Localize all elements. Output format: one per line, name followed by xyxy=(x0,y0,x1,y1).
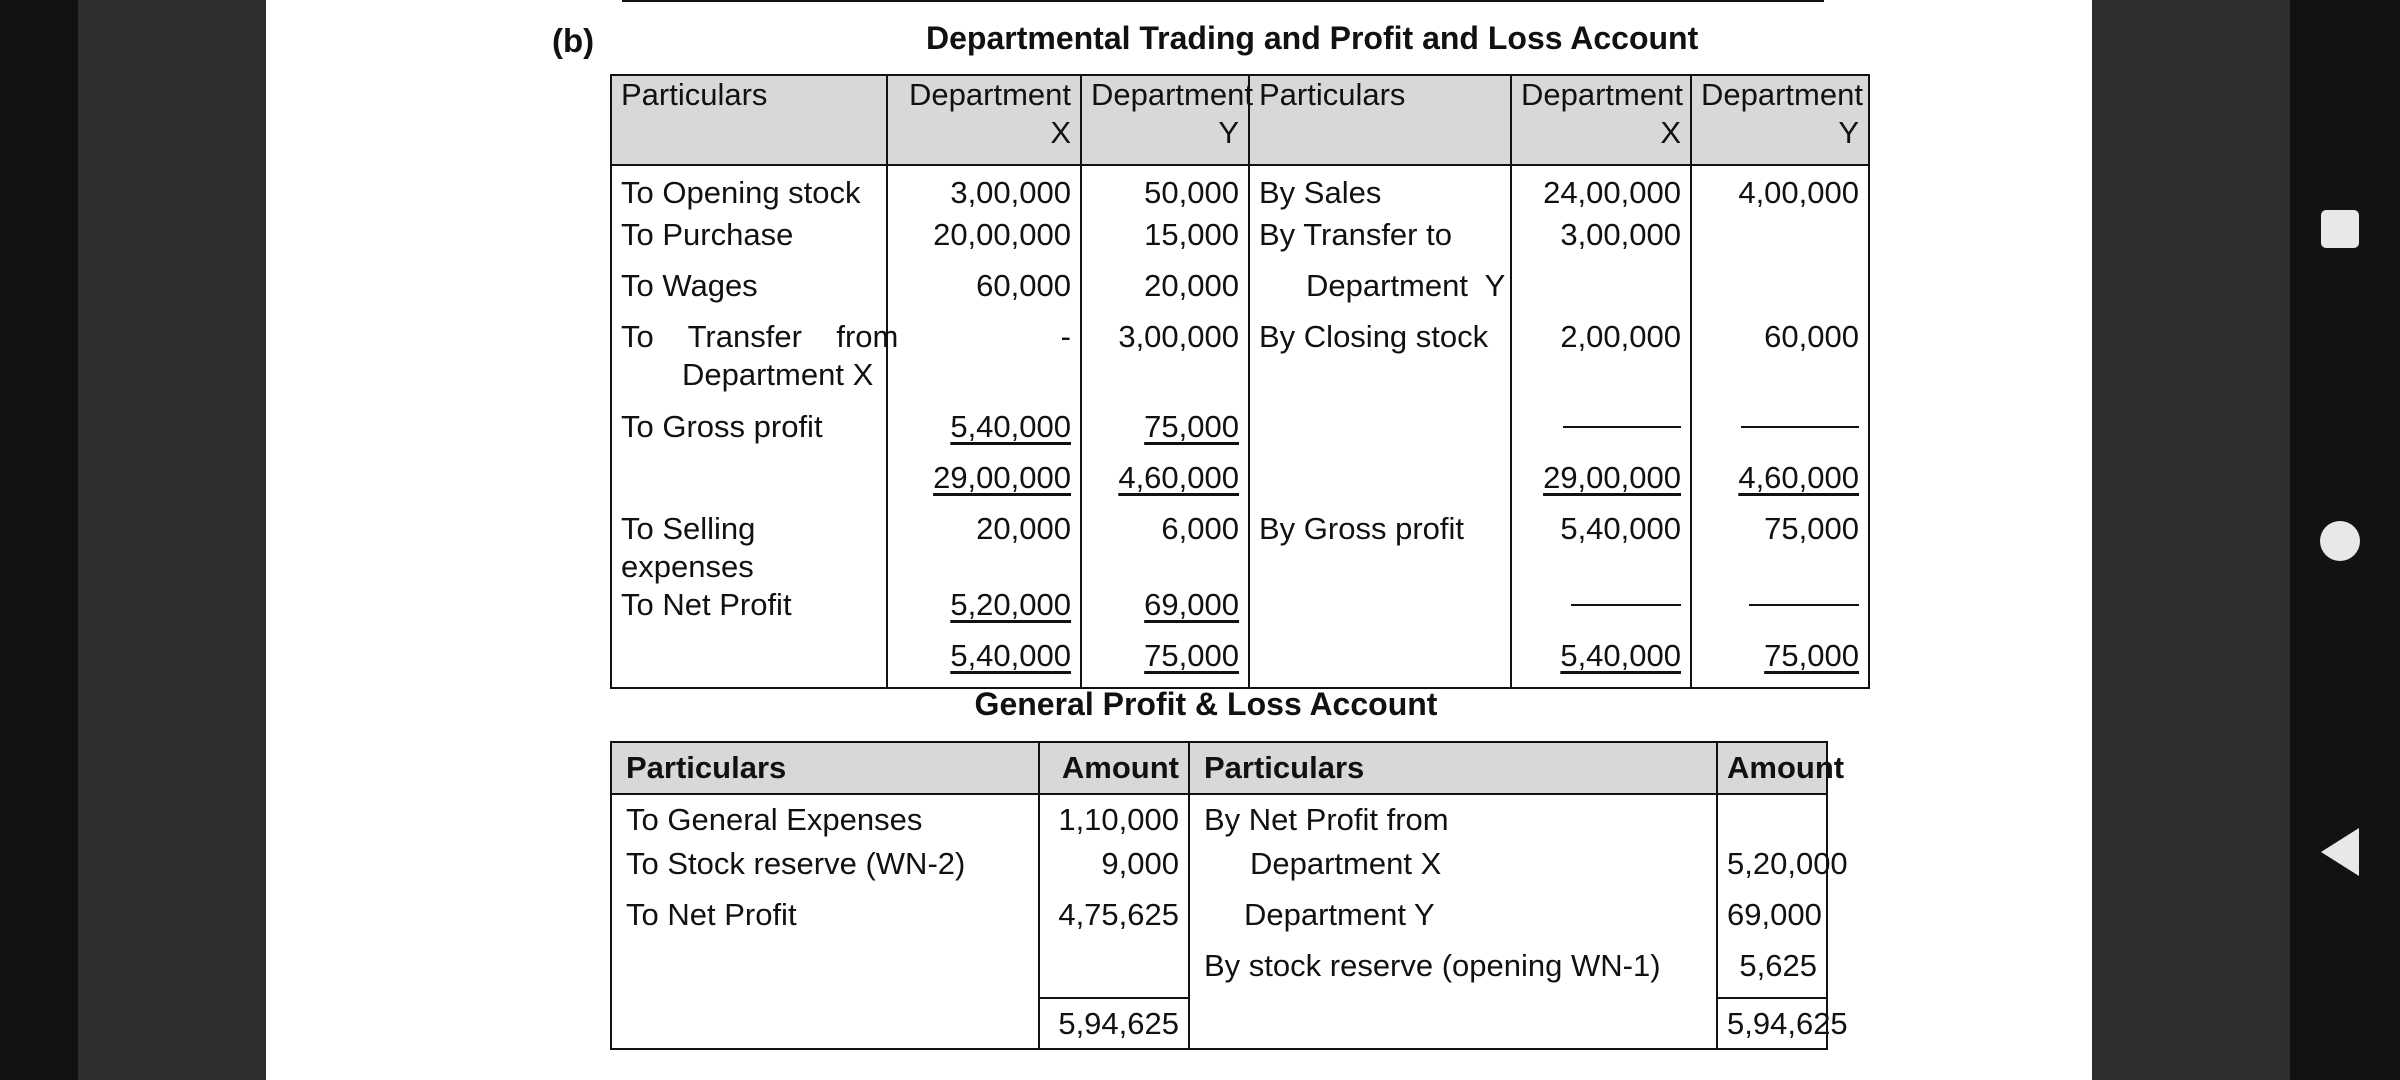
total-rule xyxy=(1741,408,1859,428)
table-row xyxy=(611,459,1869,510)
row-label: To Wages xyxy=(611,267,887,318)
underlined-value: 5,40,000 xyxy=(950,409,1071,444)
cell-dept-y: 75,000 xyxy=(1691,510,1869,586)
table-row xyxy=(611,356,1869,408)
header-amount-left: Amount xyxy=(1039,742,1189,794)
row-label xyxy=(1249,356,1511,408)
cell-dept-y xyxy=(1691,586,1869,637)
cell-dept-x xyxy=(1511,637,1691,688)
cell-dept-x xyxy=(887,356,1081,408)
cell-amount-total: 5,94,625 xyxy=(1039,998,1189,1049)
home-button[interactable] xyxy=(2314,515,2366,567)
row-label: To General Expenses xyxy=(611,794,1039,845)
cell-dept-x: - xyxy=(887,318,1081,356)
cell-dept-x xyxy=(1511,459,1691,510)
underlined-value: 29,00,000 xyxy=(933,460,1071,495)
cell-dept-x: 5,40,000 xyxy=(1511,510,1691,586)
cell-dept-x: 3,00,000 xyxy=(887,165,1081,216)
underlined-value: 29,00,000 xyxy=(1543,460,1681,495)
table-row xyxy=(611,947,1827,998)
cell-dept-x: 3,00,000 xyxy=(1511,216,1691,267)
table-row xyxy=(611,794,1827,845)
row-label: By Transfer to xyxy=(1249,216,1511,267)
row-label: To Transfer from xyxy=(611,318,887,356)
cell-amount: 69,000 xyxy=(1717,896,1827,947)
trading-account-table xyxy=(610,74,1870,689)
cell-dept-y xyxy=(1691,408,1869,459)
cell-dept-x: 60,000 xyxy=(887,267,1081,318)
row-label: To Selling expenses xyxy=(611,510,887,586)
cell-dept-y xyxy=(1691,459,1869,510)
cell-dept-x: 2,00,000 xyxy=(1511,318,1691,356)
row-label xyxy=(1249,586,1511,637)
recent-apps-button[interactable] xyxy=(2314,203,2366,255)
cell-dept-y: 4,00,000 xyxy=(1691,165,1869,216)
row-label xyxy=(611,459,887,510)
cell-amount: 1,10,000 xyxy=(1039,794,1189,845)
row-label: To Stock reserve (WN-2) xyxy=(611,845,1039,896)
cell-amount xyxy=(1039,947,1189,998)
row-label: By Closing stock xyxy=(1249,318,1511,356)
cell-amount: 9,000 xyxy=(1039,845,1189,896)
table-row xyxy=(611,318,1869,356)
row-label xyxy=(611,637,887,688)
underlined-value: 4,60,000 xyxy=(1738,460,1859,495)
underlined-value: 75,000 xyxy=(1144,409,1239,444)
header-dept-x-right: Department X xyxy=(1511,75,1691,165)
left-system-bar xyxy=(0,0,78,1080)
total-rule xyxy=(1749,586,1859,606)
cell-dept-y: 6,000 xyxy=(1081,510,1249,586)
cell-dept-y: 60,000 xyxy=(1691,318,1869,356)
row-label: By Sales xyxy=(1249,165,1511,216)
section-label: (b) xyxy=(552,22,595,59)
table-header-row xyxy=(611,742,1827,794)
table-row xyxy=(611,586,1869,637)
underlined-value: 4,60,000 xyxy=(1118,460,1239,495)
cell-dept-y xyxy=(1691,356,1869,408)
cell-dept-x xyxy=(1511,267,1691,318)
cell-dept-y: 15,000 xyxy=(1081,216,1249,267)
cell-amount: 5,20,000 xyxy=(1717,845,1827,896)
header-dept-y-right: Department Y xyxy=(1691,75,1869,165)
cell-dept-y: 20,000 xyxy=(1081,267,1249,318)
top-rule xyxy=(622,0,1824,2)
cell-dept-y xyxy=(1691,637,1869,688)
cell-dept-x: 24,00,000 xyxy=(1511,165,1691,216)
table-row xyxy=(611,510,1869,586)
cell-dept-x: 20,000 xyxy=(887,510,1081,586)
header-dept-y-left: Department Y xyxy=(1081,75,1249,165)
total-rule xyxy=(1571,586,1681,606)
general-account-title: General Profit & Loss Account xyxy=(974,686,1438,722)
table-row xyxy=(611,267,1869,318)
cell-dept-x xyxy=(1511,408,1691,459)
circle-icon xyxy=(2320,521,2360,561)
row-label: To Net Profit xyxy=(611,896,1039,947)
cell-dept-x xyxy=(1511,586,1691,637)
row-label: To Purchase xyxy=(611,216,887,267)
cell-amount xyxy=(1717,794,1827,845)
row-label: By stock reserve (opening WN-1) xyxy=(1189,947,1717,998)
total-rule xyxy=(1563,408,1681,428)
row-label: To Net Profit xyxy=(611,586,887,637)
row-label xyxy=(1249,408,1511,459)
row-label xyxy=(1249,459,1511,510)
table-header-row xyxy=(611,75,1869,165)
row-label: To Opening stock xyxy=(611,165,887,216)
square-icon xyxy=(2321,210,2359,248)
row-label xyxy=(1249,637,1511,688)
row-label: Department Y xyxy=(1189,896,1717,947)
table-row xyxy=(611,896,1827,947)
underlined-value: 75,000 xyxy=(1764,638,1859,673)
row-label: Department X xyxy=(1189,845,1717,896)
underlined-value: 5,20,000 xyxy=(950,587,1071,622)
cell-dept-x xyxy=(887,459,1081,510)
underlined-value: 5,40,000 xyxy=(1560,638,1681,673)
table-row xyxy=(611,165,1869,216)
row-label: By Gross profit xyxy=(1249,510,1511,586)
cell-dept-y xyxy=(1691,267,1869,318)
cell-dept-y xyxy=(1081,356,1249,408)
cell-dept-y: 3,00,000 xyxy=(1081,318,1249,356)
cell-amount: 5,625 xyxy=(1717,947,1827,998)
table-row xyxy=(611,216,1869,267)
underlined-value: 5,40,000 xyxy=(950,638,1071,673)
row-label: Department X xyxy=(611,356,887,408)
table-total-row xyxy=(611,998,1827,1049)
header-particulars-right: Particulars xyxy=(1249,75,1511,165)
back-triangle-icon xyxy=(2321,828,2359,876)
back-button[interactable] xyxy=(2314,826,2366,878)
row-label: Department Y xyxy=(1249,267,1511,318)
row-label xyxy=(611,947,1039,998)
table-row xyxy=(611,408,1869,459)
cell-dept-x: 20,00,000 xyxy=(887,216,1081,267)
row-label: To Gross profit xyxy=(611,408,887,459)
trading-account-title: Departmental Trading and Profit and Loss Account xyxy=(926,20,1699,56)
cell-dept-y: 50,000 xyxy=(1081,165,1249,216)
table-row xyxy=(611,845,1827,896)
cell-dept-y xyxy=(1691,216,1869,267)
cell-dept-y xyxy=(1081,586,1249,637)
header-particulars-left: Particulars xyxy=(611,75,887,165)
cell-amount: 4,75,625 xyxy=(1039,896,1189,947)
row-label xyxy=(1189,998,1717,1049)
cell-dept-y xyxy=(1081,637,1249,688)
underlined-value: 69,000 xyxy=(1144,587,1239,622)
underlined-value: 75,000 xyxy=(1144,638,1239,673)
cell-dept-x xyxy=(887,637,1081,688)
header-dept-x-left: Department X xyxy=(887,75,1081,165)
document-page xyxy=(266,0,2092,1080)
row-label: By Net Profit from xyxy=(1189,794,1717,845)
header-particulars-right: Particulars xyxy=(1189,742,1717,794)
cell-dept-x xyxy=(887,586,1081,637)
general-account-table xyxy=(610,741,1848,1050)
cell-dept-y xyxy=(1081,408,1249,459)
cell-amount-total: 5,94,625 xyxy=(1717,998,1827,1049)
table-row xyxy=(611,637,1869,688)
cell-dept-y xyxy=(1081,459,1249,510)
header-amount-right: Amount xyxy=(1717,742,1827,794)
cell-dept-x xyxy=(1511,356,1691,408)
row-label xyxy=(611,998,1039,1049)
cell-dept-x xyxy=(887,408,1081,459)
header-particulars-left: Particulars xyxy=(611,742,1039,794)
